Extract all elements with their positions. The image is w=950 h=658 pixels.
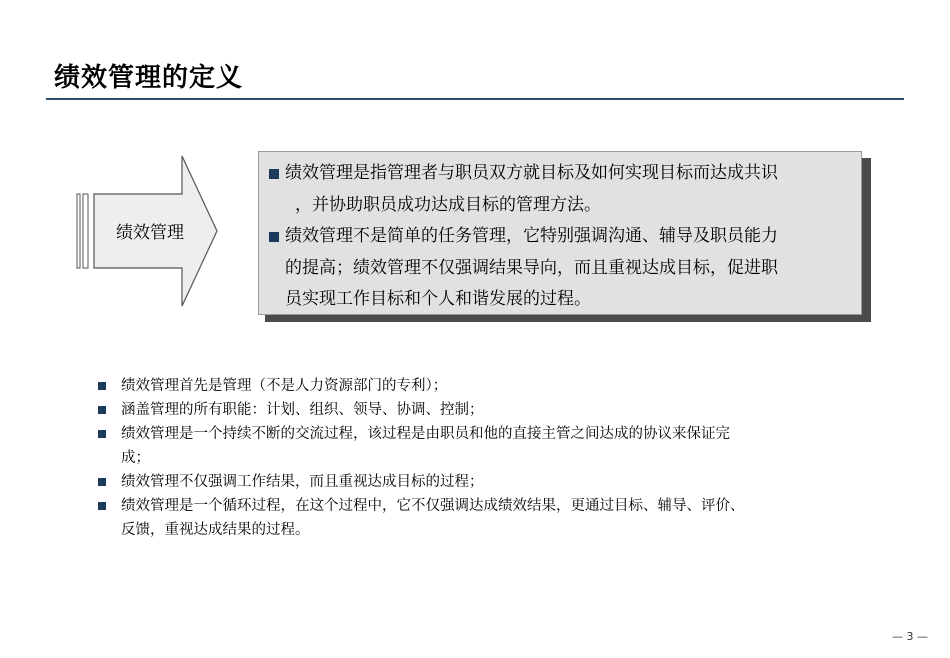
arrow-stripe: [83, 194, 88, 268]
definition-item: [269, 158, 861, 221]
key-points-list: [98, 374, 868, 542]
list-item: [98, 494, 868, 542]
square-bullet-icon: [98, 430, 106, 438]
list-item: [98, 422, 868, 470]
arrow-stripe: [77, 194, 80, 268]
list-item-text: 绩效管理不仅强调工作结果，而且重视达成目标的过程；: [121, 474, 484, 490]
definition-line: ，并协助职员成功达成目标的管理方法。: [295, 194, 601, 215]
square-bullet-icon: [98, 382, 106, 390]
list-item-text: 成；: [121, 450, 150, 466]
title-divider: [46, 98, 904, 100]
square-bullet-icon: [269, 232, 279, 242]
square-bullet-icon: [98, 406, 106, 414]
definition-line: 员实现工作目标和个人和谐发展的过程。: [285, 289, 591, 309]
list-item: [98, 398, 868, 422]
list-item-text: 绩效管理是一个持续不断的交流过程，该过程是由职员和他的直接主管之间达成的协议来保证完: [121, 426, 730, 442]
list-item-text: 绩效管理首先是管理（不是人力资源部门的专利）；: [121, 378, 448, 394]
definition-line: 绩效管理不是简单的任务管理，它特别强调沟通、辅导及职员能力: [285, 226, 778, 246]
list-item-text: 绩效管理是一个循环过程，在这个过程中，它不仅强调达成绩效结果，更通过目标、辅导、评价、: [121, 498, 745, 514]
definition-box: [258, 151, 862, 315]
definition-line: 绩效管理是指管理者与职员双方就目标及如何实现目标而达成共识: [285, 163, 778, 183]
square-bullet-icon: [269, 169, 279, 179]
square-bullet-icon: [98, 478, 106, 486]
page-number: — 3 —: [892, 630, 928, 643]
list-item-text: 反馈，重视达成结果的过程。: [121, 522, 310, 538]
list-item-text: 涵盖管理的所有职能：计划、组织、领导、协调、控制；: [121, 402, 484, 418]
page-title: 绩效管理的定义: [54, 63, 244, 93]
square-bullet-icon: [98, 502, 106, 510]
arrow-label: 绩效管理: [116, 223, 184, 243]
definition-line: 的提高；绩效管理不仅强调结果导向，而且重视达成目标，促进职: [285, 257, 778, 278]
list-item: [98, 470, 868, 494]
definition-item: [269, 221, 861, 316]
list-item: [98, 374, 868, 398]
